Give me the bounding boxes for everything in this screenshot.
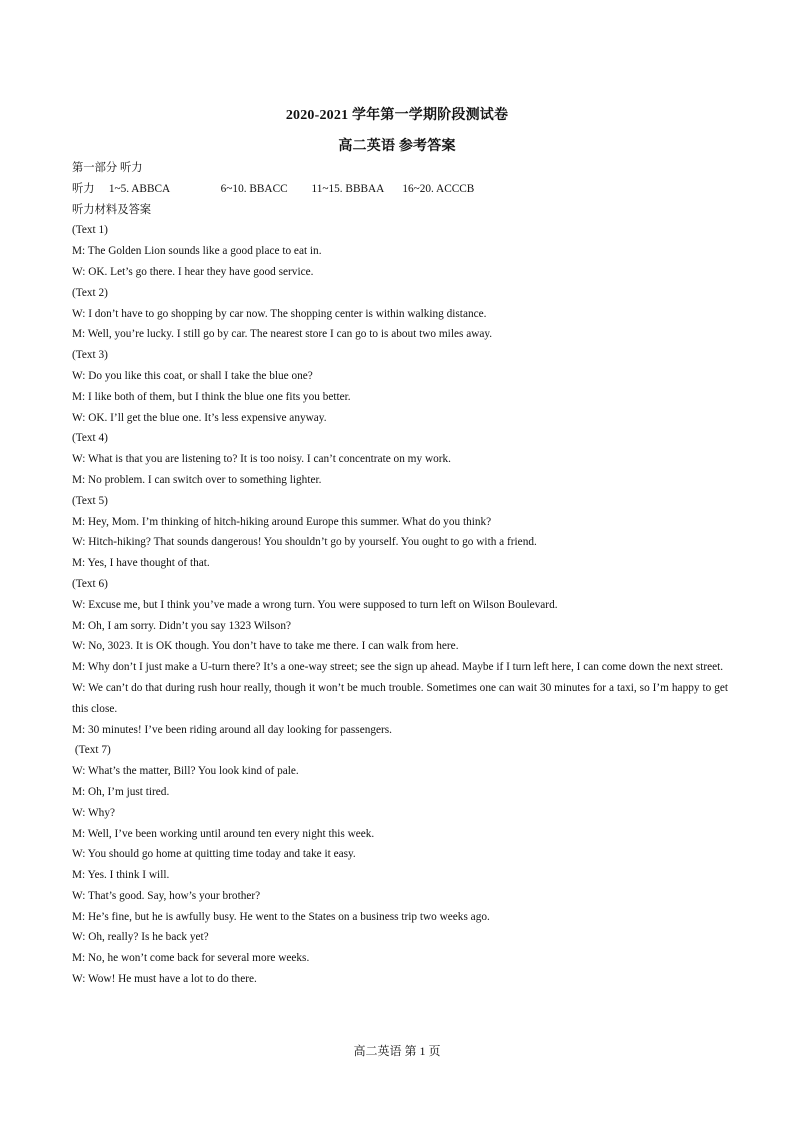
transcript-line: M: Oh, I’m just tired.: [72, 785, 170, 798]
transcript-line: M: No problem. I can switch over to something lighter.: [72, 473, 322, 486]
document-body: [72, 158, 728, 990]
answer-group: 1~5. ABBCA: [108, 182, 171, 195]
materials-heading: 听力材料及答案: [72, 203, 152, 216]
transcript-line: W: Excuse me, but I think you’ve made a wrong turn. You were supposed to turn left on Wilson Boulevard.: [72, 598, 558, 611]
transcript-line: W: OK. Let’s go there. I hear they have good service.: [72, 265, 314, 278]
transcript-line: M: Yes. I think I will.: [72, 869, 170, 882]
transcript-line: (Text 6): [72, 577, 108, 590]
transcript-line: M: Why don’t I just make a U-turn there? It’s a one-way street; see the sign up ahead. Maybe if I turn left here, I can come down the next street.: [72, 661, 724, 674]
transcript-line: M: Oh, I am sorry. Didn’t you say 1323 Wilson?: [72, 619, 291, 632]
transcript-line: W: We can’t do that during rush hour really, though it won’t be much trouble. Sometimes one can wait 30 minutes for a taxi, so I’m happy to get this close.: [72, 681, 728, 715]
page-subtitle: 高二英语 参考答案: [338, 139, 456, 154]
transcript-line: W: That’s good. Say, how’s your brother?: [72, 889, 261, 902]
transcript-line: M: He’s fine, but he is awfully busy. He went to the States on a business trip two weeks ago.: [72, 910, 490, 923]
answer-group: 11~15. BBBAA: [311, 182, 385, 195]
transcript-line: W: What’s the matter, Bill? You look kind of pale.: [72, 765, 299, 778]
answer-key-label: 听力: [72, 182, 95, 195]
transcript-line: W: OK. I’ll get the blue one. It’s less expensive anyway.: [72, 411, 327, 424]
section-heading: 第一部分 听力: [72, 162, 143, 174]
transcript-line: W: I don’t have to go shopping by car now. The shopping center is within walking distance.: [72, 307, 487, 320]
transcript-line: W: You should go home at quitting time today and take it easy.: [72, 848, 356, 861]
transcript-line: W: Hitch-hiking? That sounds dangerous! You shouldn’t go by yourself. You ought to go with a friend.: [72, 536, 537, 549]
transcript-line: (Text 5): [72, 494, 108, 507]
transcript-line: W: What is that you are listening to? It is too noisy. I can’t concentrate on my work.: [72, 453, 451, 466]
transcript-line: (Text 2): [72, 286, 108, 299]
transcript-line: W: Do you like this coat, or shall I take the blue one?: [72, 369, 313, 382]
transcript-line: W: Why?: [72, 806, 115, 819]
transcript-line: (Text 4): [72, 432, 108, 445]
answer-key-row: [72, 179, 728, 200]
transcript-line: W: Wow! He must have a lot to do there.: [72, 973, 257, 986]
transcript-line: (Text 3): [72, 349, 108, 362]
transcript-line: M: No, he won’t come back for several more weeks.: [72, 952, 310, 965]
transcript-line: M: Well, you’re lucky. I still go by car. The nearest store I can go to is about two miles away.: [72, 328, 493, 341]
page-title: 2020-2021 学年第一学期阶段测试卷: [285, 108, 509, 123]
transcript-line: (Text 7): [72, 744, 111, 757]
transcript-line: M: I like both of them, but I think the blue one fits you better.: [72, 390, 351, 403]
answer-group: 16~20. ACCCB: [402, 182, 475, 195]
transcript-line: W: No, 3023. It is OK though. You don’t have to take me there. I can walk from here.: [72, 640, 459, 653]
transcript-line: W: Oh, really? Is he back yet?: [72, 931, 209, 944]
transcript-line: (Text 1): [72, 224, 108, 237]
transcript-line: M: Well, I’ve been working until around ten every night this week.: [72, 827, 375, 840]
answer-group: 6~10. BBACC: [220, 182, 288, 195]
transcript-line: M: Hey, Mom. I’m thinking of hitch-hiking around Europe this summer. What do you think?: [72, 515, 492, 528]
transcript-line: M: Yes, I have thought of that.: [72, 557, 210, 570]
transcript-line: M: The Golden Lion sounds like a good place to eat in.: [72, 245, 322, 258]
page-footer: 高二英语 第 1 页: [353, 1044, 441, 1058]
transcript-line: M: 30 minutes! I’ve been riding around all day looking for passengers.: [72, 723, 393, 736]
